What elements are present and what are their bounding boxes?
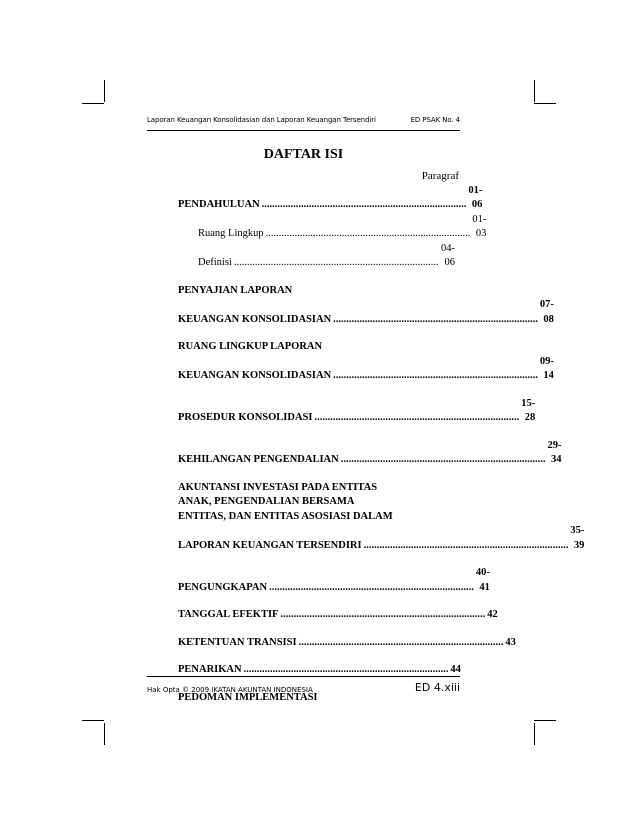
header-doc-number: ED PSAK No. 4 bbox=[410, 116, 460, 124]
toc-entry-prosedur[interactable]: PROSEDUR KONSOLIDASI .............................................................................. 15-28 bbox=[178, 397, 536, 423]
toc-entry-penyajian[interactable]: KEUANGAN KONSOLIDASIAN .............................................................................. 07-08 bbox=[178, 299, 554, 325]
toc-entry-akuntansi[interactable]: LAPORAN KEUANGAN TERSENDIRI .............................................................................. 35-39 bbox=[178, 525, 585, 551]
toc-entry-pengungkapan[interactable]: PENGUNGKAPAN .............................................................................. 40-41 bbox=[178, 567, 490, 593]
crop-mark bbox=[82, 103, 104, 104]
crop-mark bbox=[104, 723, 105, 745]
toc-entry-ruang-lingkup-laporan-line: RUANG LINGKUP LAPORAN bbox=[178, 341, 323, 352]
page-footer bbox=[147, 681, 460, 694]
toc-entry-akuntansi-line2: ANAK, PENGENDALIAN BERSAMA bbox=[178, 496, 355, 507]
crop-mark bbox=[534, 103, 556, 104]
header-rule bbox=[147, 130, 460, 131]
column-header-paragraf: Paragraf bbox=[421, 170, 459, 182]
header-title: Laporan Keuangan Konsolidasian dan Laporan Keuangan Tersendiri bbox=[147, 116, 376, 124]
toc-entry-penyajian-line: PENYAJIAN LAPORAN bbox=[178, 284, 293, 296]
toc-entry-pedoman[interactable]: PEDOMAN IMPLEMENTASI bbox=[178, 691, 318, 703]
crop-mark bbox=[534, 720, 556, 721]
crop-mark bbox=[534, 723, 535, 745]
toc-entry-ketentuan-transisi[interactable]: KETENTUAN TRANSISI .............................................................................. 43 bbox=[178, 636, 516, 648]
toc-entry-tanggal-efektif[interactable]: TANGGAL EFEKTIF .............................................................................. 42 bbox=[178, 609, 498, 620]
toc-entry-penarikan[interactable]: PENARIKAN .............................................................................. 44 bbox=[178, 664, 461, 675]
crop-mark bbox=[104, 80, 105, 102]
running-header bbox=[147, 116, 460, 124]
toc-entry-kehilangan[interactable]: KEHILANGAN PENGENDALIAN .............................................................................. 29-34 bbox=[178, 439, 562, 465]
crop-mark bbox=[534, 80, 535, 102]
toc-entry-akuntansi-line3: ENTITAS, DAN ENTITAS ASOSIASI DALAM bbox=[178, 510, 393, 522]
toc-entry-pendahuluan[interactable]: PENDAHULUAN .............................................................................. 01-06 bbox=[178, 184, 483, 210]
toc-entry-ruang-lingkup-laporan[interactable]: KEUANGAN KONSOLIDASIAN .............................................................................. 09-14 bbox=[178, 355, 554, 381]
page-number: ED 4.xiii bbox=[414, 681, 460, 694]
table-of-contents bbox=[178, 169, 585, 705]
crop-mark bbox=[82, 720, 104, 721]
toc-entry-akuntansi-line1: AKUNTANSI INVESTASI PADA ENTITAS bbox=[178, 481, 378, 493]
copyright-notice: Hak Opta © 2009 IKATAN AKUNTAN INDONESIA bbox=[147, 686, 313, 694]
footer-rule bbox=[147, 676, 460, 677]
toc-entry-ruang-lingkup[interactable]: Ruang Lingkup .............................................................................. 01-03 bbox=[198, 213, 487, 239]
toc-entry-definisi[interactable]: Definisi .............................................................................. 04-06 bbox=[198, 242, 455, 268]
page-title: DAFTAR ISI bbox=[263, 147, 344, 162]
